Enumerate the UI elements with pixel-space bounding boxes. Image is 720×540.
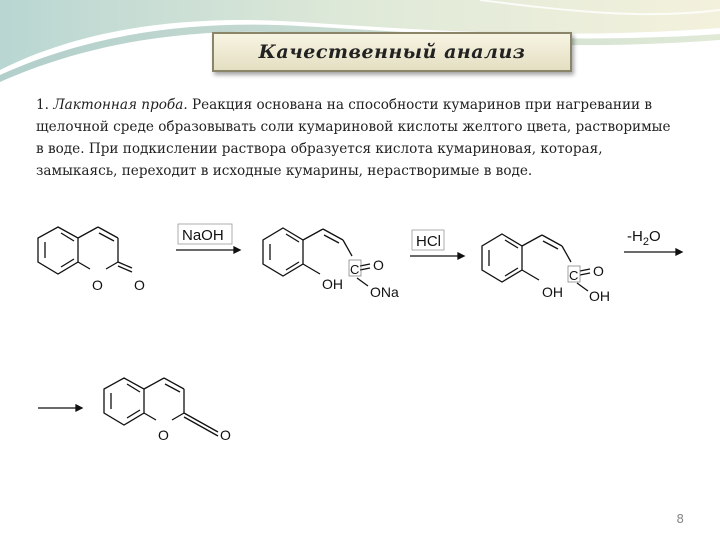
reagent-hcl: HCl [416, 233, 441, 250]
item-number: 1. [36, 97, 49, 113]
arrow-head-2 [458, 253, 464, 259]
slide-title: Качественный анализ [258, 41, 526, 63]
atom-ona-salt: ONa [370, 284, 399, 300]
reagent-minus-water: $-H_2O$ [627, 228, 661, 248]
atom-o-acid: O [593, 263, 604, 279]
atom-c-acid: C [569, 268, 579, 283]
atom-o-salt: O [373, 257, 384, 273]
atom-o-ring-1: O [92, 277, 103, 293]
atom-oh-salt: OH [322, 276, 343, 292]
coumarinic-salt-molecule [263, 228, 370, 286]
atom-o-ring-2: O [158, 427, 169, 443]
arrow-head-4 [76, 405, 82, 411]
atom-oh-acid-carboxyl: OH [589, 288, 610, 304]
arrow-head-3 [676, 249, 682, 255]
atom-o-carbonyl-1: O [134, 277, 145, 293]
page-number: 8 [676, 512, 684, 526]
reagent-naoh: NaOH [182, 227, 224, 244]
atom-c-salt: C [350, 262, 360, 277]
atom-o-carbonyl-2: O [220, 427, 231, 443]
description-text: Реакция основана на способности кумаринов при нагревании в щелочной среде образовывать соли кумариновой кислоты желтого цвета, растворимые в воде. При подкислении раствора образуется кислота кумариновая, которая, замыкаясь, переходит в исходные кумарины, нерастворимые в воде. [36, 97, 671, 179]
atom-oh-acid-phenol: OH [542, 284, 563, 300]
test-name: Лактонная проба. [53, 97, 188, 113]
arrow-head-1 [234, 247, 240, 253]
coumarin-molecule-1 [38, 227, 132, 274]
